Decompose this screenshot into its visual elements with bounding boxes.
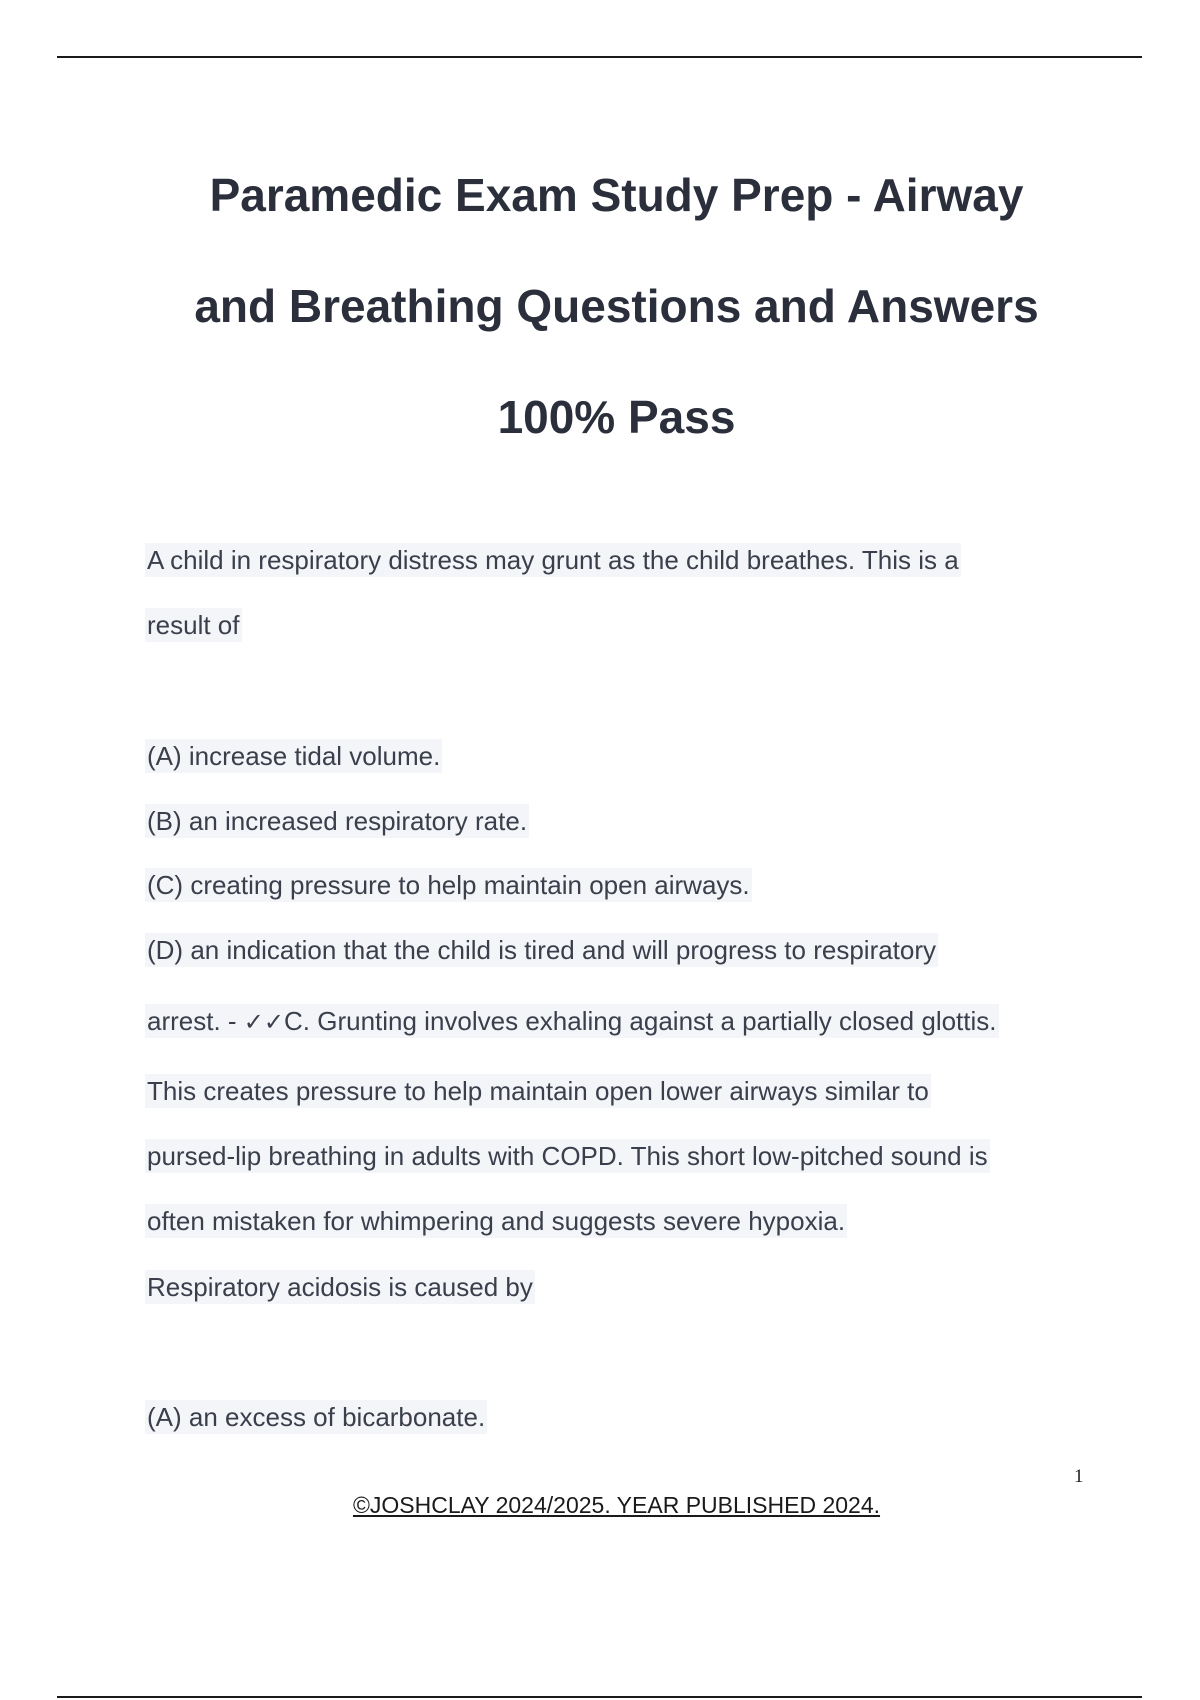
question-1-option-a	[145, 739, 442, 773]
question-2-stem-text: Respiratory acidosis is caused by	[147, 1272, 533, 1302]
question-1-answer-line-4	[145, 1204, 847, 1238]
question-1-option-b	[145, 804, 529, 838]
question-1-answer-row	[145, 1004, 999, 1038]
question-2-stem	[145, 1270, 535, 1304]
title-line-1: Paramedic Exam Study Prep - Airway	[209, 169, 1024, 221]
question-1-option-c	[145, 868, 752, 902]
question-1-option-c-text: (C) creating pressure to help maintain open airways.	[147, 870, 750, 900]
question-1-answer-line-3	[145, 1139, 990, 1173]
title-line-3: 100% Pass	[497, 391, 736, 443]
page-number: 1	[1074, 1466, 1084, 1487]
answer-prefix: arrest. -	[147, 1006, 244, 1036]
question-2-option-a	[145, 1400, 487, 1434]
answer-text-4: often mistaken for whimpering and suggests severe hypoxia.	[147, 1206, 846, 1236]
question-1-option-d-text: (D) an indication that the child is tired and will progress to respiratory	[147, 935, 937, 965]
bottom-divider	[57, 1696, 1142, 1698]
answer-text-1: C. Grunting involves exhaling against a partially closed glottis.	[284, 1006, 997, 1036]
question-1-option-d	[145, 933, 938, 967]
question-1-answer-line-2	[145, 1074, 931, 1108]
title-line-2: and Breathing Questions and Answers	[194, 280, 1039, 332]
question-1-stem-text-2: result of	[147, 610, 240, 640]
question-1-stem-line-1	[145, 543, 961, 577]
question-1-stem-line-2	[145, 608, 242, 642]
document-title	[150, 140, 1083, 473]
question-1-option-b-text: (B) an increased respiratory rate.	[147, 806, 528, 836]
question-1-answer-line-1	[145, 1004, 999, 1039]
check-mark-icon: ✓✓	[243, 1008, 285, 1036]
question-1-stem-text-1: A child in respiratory distress may grunt as the child breathes. This is a	[147, 545, 959, 575]
top-divider	[57, 56, 1142, 58]
question-1-option-a-text: (A) increase tidal volume.	[147, 741, 441, 771]
question-2-option-a-text: (A) an excess of bicarbonate.	[147, 1402, 486, 1432]
copyright-footer: ©JOSHCLAY 2024/2025. YEAR PUBLISHED 2024.	[352, 1492, 881, 1518]
answer-text-2: This creates pressure to help maintain open lower airways similar to	[147, 1076, 929, 1106]
answer-text-3: pursed-lip breathing in adults with COPD. This short low-pitched sound is	[147, 1141, 988, 1171]
